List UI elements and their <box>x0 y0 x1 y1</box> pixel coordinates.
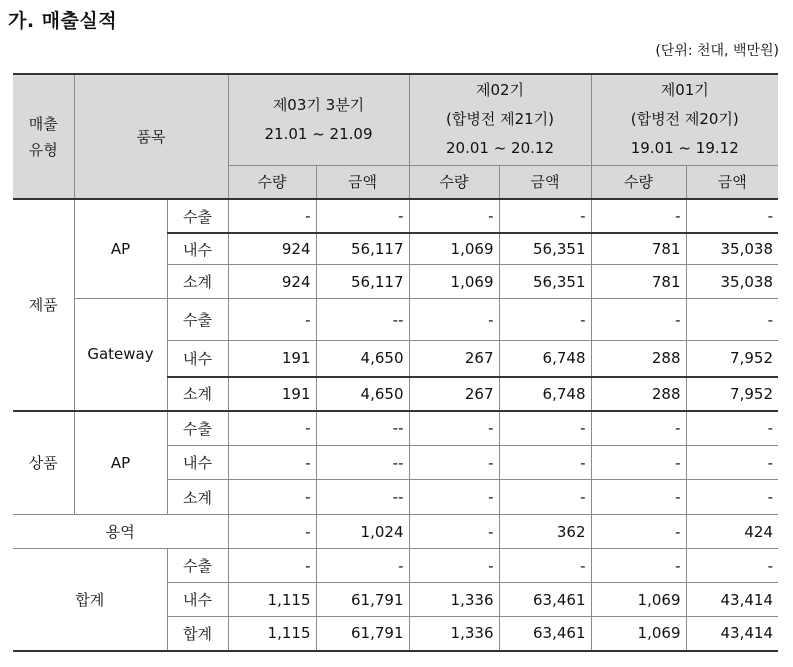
cell: - <box>409 299 499 341</box>
cell: - <box>409 515 499 549</box>
cell: - <box>686 411 778 446</box>
cell: - <box>686 446 778 480</box>
cell: - <box>228 411 316 446</box>
cell: - <box>228 549 316 583</box>
cell: - <box>409 480 499 515</box>
header-qty: 수량 <box>228 165 316 199</box>
cell: - <box>499 480 591 515</box>
cell: - <box>591 549 686 583</box>
header-item: 품목 <box>74 74 228 199</box>
cell: 56,117 <box>316 265 409 299</box>
cell: 43,414 <box>686 617 778 651</box>
item-gateway: Gateway <box>74 299 167 411</box>
header-qty: 수량 <box>409 165 499 199</box>
item-ap: AP <box>74 199 167 299</box>
cell: - <box>316 199 409 233</box>
cell: 424 <box>686 515 778 549</box>
header-amt: 금액 <box>499 165 591 199</box>
cell: -- <box>316 480 409 515</box>
cell: 4,650 <box>316 341 409 377</box>
cell: 56,351 <box>499 233 591 265</box>
unit-label: (단위: 천대, 백만원) <box>655 43 779 59</box>
cell: -- <box>316 299 409 341</box>
cell: 191 <box>228 341 316 377</box>
row-label-domestic: 내수 <box>167 446 228 480</box>
cell: - <box>499 299 591 341</box>
header-period-2: 제02기 (합병전 제21기) 20.01 ~ 20.12 <box>409 74 591 165</box>
cell: - <box>499 446 591 480</box>
item-ap: AP <box>74 411 167 515</box>
cell: 267 <box>409 341 499 377</box>
cell: 61,791 <box>316 617 409 651</box>
cell: - <box>591 411 686 446</box>
cell: 4,650 <box>316 377 409 411</box>
type-total: 합계 <box>13 549 167 651</box>
cell: - <box>409 549 499 583</box>
row-label-export: 수출 <box>167 411 228 446</box>
cell: 288 <box>591 377 686 411</box>
header-period-3: 제03기 3분기 21.01 ~ 21.09 <box>228 74 409 165</box>
row-label-subtotal: 소계 <box>167 265 228 299</box>
cell: 63,461 <box>499 617 591 651</box>
cell: - <box>499 411 591 446</box>
cell: 35,038 <box>686 233 778 265</box>
header-qty: 수량 <box>591 165 686 199</box>
cell: 6,748 <box>499 341 591 377</box>
cell: 362 <box>499 515 591 549</box>
header-period-1: 제01기 (합병전 제20기) 19.01 ~ 19.12 <box>591 74 778 165</box>
type-service: 용역 <box>13 515 228 549</box>
cell: - <box>499 199 591 233</box>
row-label-export: 수출 <box>167 199 228 233</box>
row-label-total: 합계 <box>167 617 228 651</box>
type-goods: 상품 <box>13 411 74 515</box>
cell: 1,336 <box>409 583 499 617</box>
cell: 1,069 <box>591 583 686 617</box>
row-label-export: 수출 <box>167 299 228 341</box>
cell: - <box>686 199 778 233</box>
cell: 191 <box>228 377 316 411</box>
header-amt: 금액 <box>316 165 409 199</box>
cell: 1,024 <box>316 515 409 549</box>
cell: 56,351 <box>499 265 591 299</box>
cell: 781 <box>591 233 686 265</box>
cell: - <box>228 446 316 480</box>
type-product: 제품 <box>13 199 74 411</box>
cell: 781 <box>591 265 686 299</box>
cell: - <box>228 480 316 515</box>
row-label-domestic: 내수 <box>167 583 228 617</box>
cell: - <box>591 199 686 233</box>
cell: 1,115 <box>228 583 316 617</box>
cell: 924 <box>228 233 316 265</box>
cell: 7,952 <box>686 341 778 377</box>
row-label-subtotal: 소계 <box>167 377 228 411</box>
cell: -- <box>316 446 409 480</box>
cell: - <box>686 299 778 341</box>
header-sales-type: 매출 유형 <box>13 74 74 199</box>
cell: 267 <box>409 377 499 411</box>
cell: - <box>686 480 778 515</box>
cell: 63,461 <box>499 583 591 617</box>
cell: - <box>591 480 686 515</box>
row-label-domestic: 내수 <box>167 233 228 265</box>
cell: - <box>409 199 499 233</box>
cell: - <box>499 549 591 583</box>
cell: 1,069 <box>591 617 686 651</box>
cell: 1,115 <box>228 617 316 651</box>
cell: -- <box>316 411 409 446</box>
cell: - <box>228 199 316 233</box>
cell: - <box>409 446 499 480</box>
cell: - <box>409 411 499 446</box>
cell: 7,952 <box>686 377 778 411</box>
cell: - <box>591 515 686 549</box>
row-label-subtotal: 소계 <box>167 480 228 515</box>
cell: 35,038 <box>686 265 778 299</box>
cell: 288 <box>591 341 686 377</box>
cell: 1,069 <box>409 233 499 265</box>
header-amt: 금액 <box>686 165 778 199</box>
cell: 56,117 <box>316 233 409 265</box>
cell: 61,791 <box>316 583 409 617</box>
cell: 1,069 <box>409 265 499 299</box>
row-label-domestic: 내수 <box>167 341 228 377</box>
cell: 1,336 <box>409 617 499 651</box>
cell: - <box>591 299 686 341</box>
cell: 43,414 <box>686 583 778 617</box>
cell: 6,748 <box>499 377 591 411</box>
cell: - <box>686 549 778 583</box>
page-title: 가. 매출실적 <box>8 10 118 32</box>
sales-table <box>13 73 778 652</box>
cell: - <box>591 446 686 480</box>
cell: 924 <box>228 265 316 299</box>
cell: - <box>228 515 316 549</box>
cell: - <box>316 549 409 583</box>
row-label-export: 수출 <box>167 549 228 583</box>
cell: - <box>228 299 316 341</box>
